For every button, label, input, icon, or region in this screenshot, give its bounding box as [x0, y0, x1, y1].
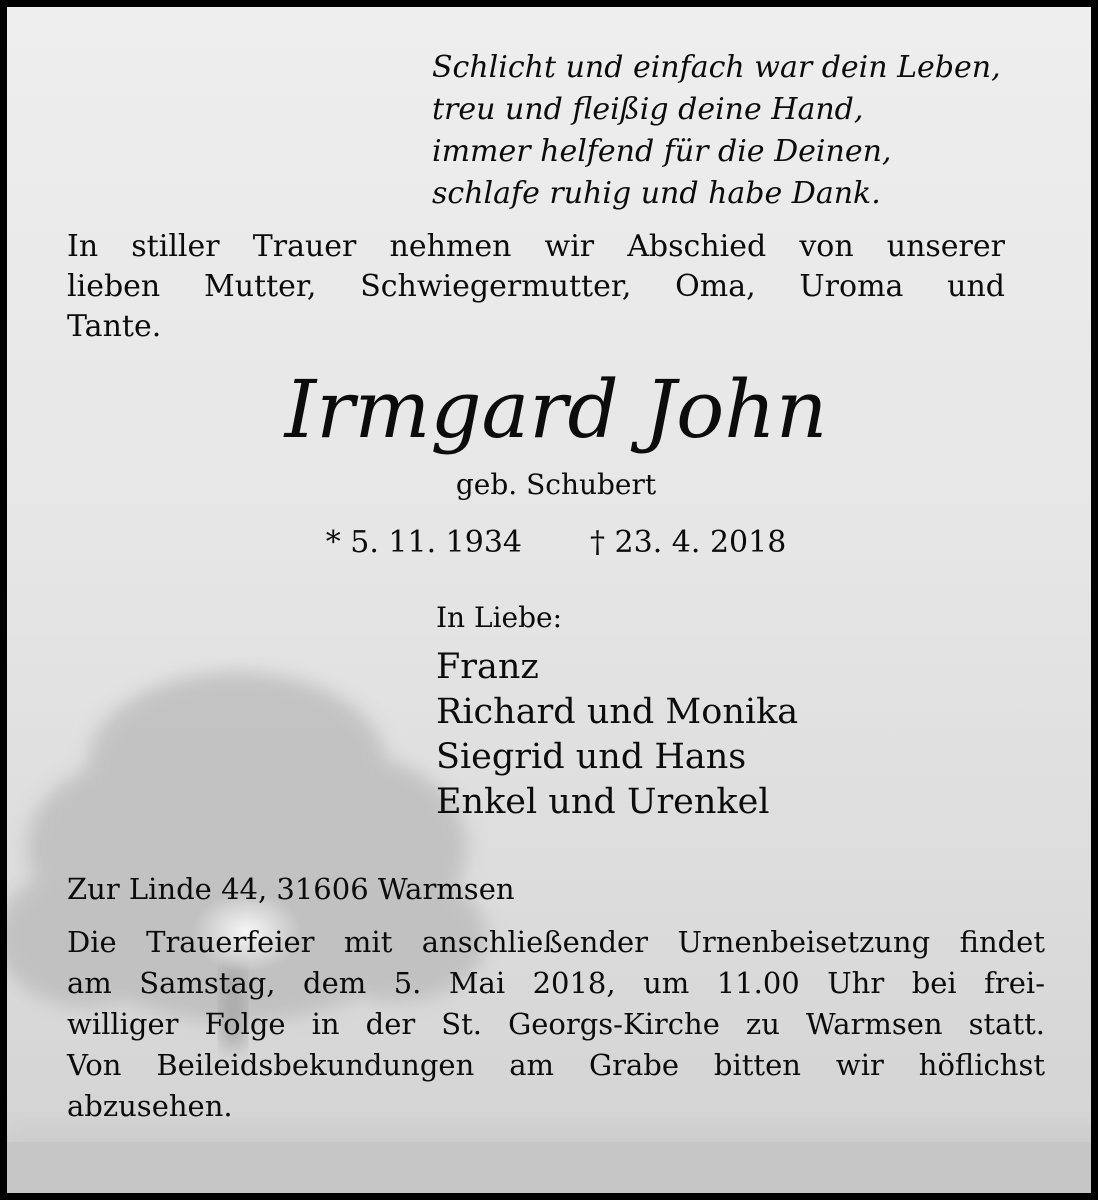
mourner-name: Siegrid und Hans [436, 737, 747, 777]
ceremony-line: Von Beileidsbekundungen am Grabe bitten wir höflichst [67, 1048, 1045, 1082]
ceremony-line: abzusehen. [67, 1089, 233, 1123]
intro-paragraph [67, 227, 1005, 347]
ceremony-line: am Samstag, dem 5. Mai 2018, um 11.00 Uhr bei frei- [67, 966, 1045, 1000]
birth-name: geb. Schubert [455, 468, 657, 501]
mourner-name: Enkel und Urenkel [436, 782, 770, 822]
deceased-name: Irmgard John [284, 363, 828, 456]
ceremony-line: Die Trauerfeier mit anschließender Urnenbeisetzung findet [67, 925, 1045, 959]
mourner-name: Franz [436, 647, 539, 687]
intro-line: In stiller Trauer nehmen wir Abschied von unserer [67, 229, 1005, 264]
poem [432, 47, 1001, 215]
intro-line: lieben Mutter, Schwiegermutter, Oma, Uroma und [67, 269, 1005, 304]
poem-line: treu und fleißig deine Hand, [432, 92, 864, 127]
poem-line: immer helfend für die Deinen, [432, 134, 892, 169]
poem-line: Schlicht und einfach war dein Leben, [432, 50, 1001, 85]
mourners-list [436, 645, 798, 825]
intro-line: Tante. [67, 309, 162, 344]
mourner-name: Richard und Monika [436, 692, 799, 732]
mourners-label: In Liebe: [436, 601, 563, 634]
ceremony-line: williger Folge in der St. Georgs-Kirche zu Warmsen statt. [67, 1007, 1045, 1041]
poem-line: schlafe ruhig und habe Dank. [432, 176, 881, 211]
life-dates [7, 522, 1098, 564]
death-date: † 23. 4. 2018 [590, 525, 787, 560]
ceremony-paragraph [67, 922, 1045, 1127]
birth-date: * 5. 11. 1934 [325, 525, 522, 560]
address: Zur Linde 44, 31606 Warmsen [67, 872, 515, 906]
